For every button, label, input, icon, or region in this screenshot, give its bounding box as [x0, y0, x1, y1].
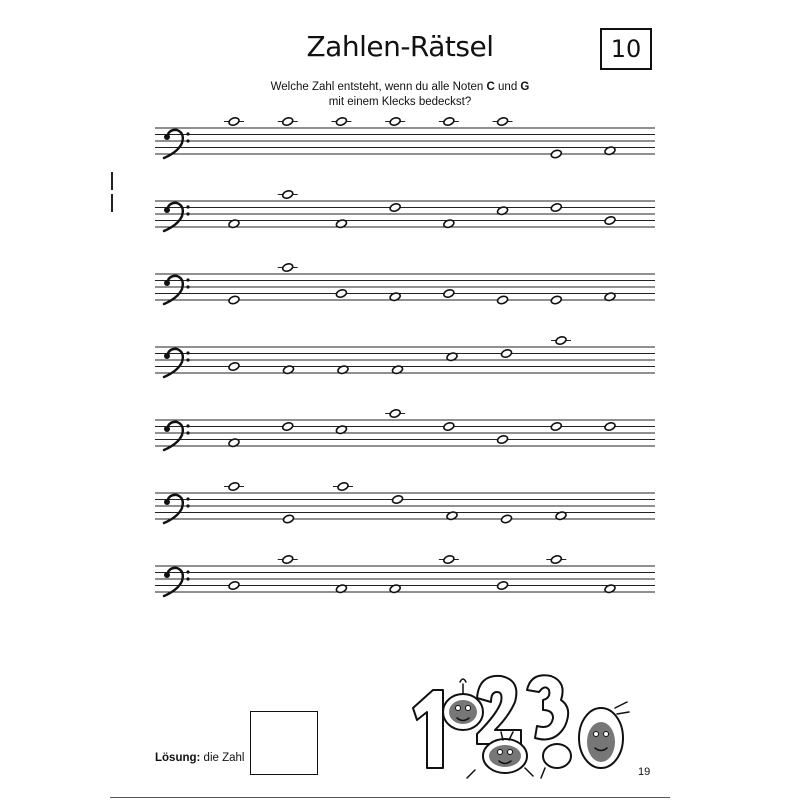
whole-note: [228, 117, 240, 127]
bass-clef-head: [164, 134, 170, 140]
whole-note: [228, 581, 240, 591]
whole-note: [389, 117, 401, 127]
bass-clef-head: [164, 280, 170, 286]
staff: [155, 336, 655, 377]
whole-note: [443, 289, 455, 299]
whole-note: [500, 349, 512, 359]
whole-note: [555, 336, 567, 346]
whole-note: [282, 514, 294, 524]
bass-clef-dot: [186, 351, 189, 354]
whole-note: [443, 555, 455, 565]
bass-clef-dot: [186, 504, 189, 507]
page-number: 19: [638, 766, 651, 778]
bass-clef-dot: [186, 139, 189, 142]
whole-note: [335, 289, 347, 299]
whole-note: [389, 409, 401, 419]
solution-label-bold: Lösung:: [155, 752, 201, 764]
bass-clef-dot: [186, 285, 189, 288]
bass-clef-dot: [186, 212, 189, 215]
whole-note: [337, 482, 349, 492]
whole-note: [282, 422, 294, 432]
whole-note: [500, 514, 512, 524]
bass-clef-dot: [186, 570, 189, 573]
staff: [155, 117, 655, 159]
whole-note: [550, 295, 562, 305]
instruction-line1: Welche Zahl entsteht, wenn du alle Noten: [270, 81, 487, 93]
staff: [155, 482, 655, 524]
answer-box[interactable]: [250, 711, 318, 775]
whole-note: [550, 149, 562, 159]
whole-note: [228, 295, 240, 305]
whole-note: [497, 295, 509, 305]
staff: [155, 409, 655, 450]
whole-note: [391, 495, 403, 505]
whole-note: [335, 117, 347, 127]
whole-note: [550, 203, 562, 213]
bass-clef-head: [164, 426, 170, 432]
bass-clef-dot: [186, 497, 189, 500]
whole-note: [282, 263, 294, 273]
bass-clef-head: [164, 353, 170, 359]
whole-note: [282, 190, 294, 200]
bass-clef-dot: [186, 205, 189, 208]
instruction-line2: mit einem Klecks bedeckst?: [328, 96, 472, 108]
whole-note: [550, 422, 562, 432]
bass-clef-dot: [186, 132, 189, 135]
exercise-number: 10: [610, 35, 642, 63]
instruction-and: und: [494, 81, 521, 93]
whole-note: [443, 117, 455, 127]
whole-note: [228, 482, 240, 492]
bass-clef-head: [164, 572, 170, 578]
whole-note: [228, 362, 240, 372]
note-c-label: C: [486, 81, 495, 93]
whole-note: [497, 117, 509, 127]
bass-clef-dot: [186, 424, 189, 427]
staff: [155, 555, 655, 596]
bass-clef-head: [164, 499, 170, 505]
whole-note: [550, 555, 562, 565]
solution-label: [155, 752, 244, 764]
whole-note: [497, 581, 509, 591]
note-g-label: G: [520, 81, 530, 93]
bass-clef-dot: [186, 431, 189, 434]
staff: [155, 263, 655, 305]
whole-note: [282, 117, 294, 127]
bass-clef-dot: [186, 358, 189, 361]
bottom-rule: [110, 797, 670, 798]
solution-label-rest: die Zahl: [200, 752, 245, 764]
bass-clef-head: [164, 207, 170, 213]
staff: [155, 190, 655, 231]
whole-note: [497, 435, 509, 445]
whole-note: [389, 203, 401, 213]
dancing-numbers-icon: [405, 668, 635, 780]
whole-note: [604, 216, 616, 226]
bass-clef-dot: [186, 577, 189, 580]
whole-note: [604, 422, 616, 432]
whole-note: [282, 555, 294, 565]
whole-note: [443, 422, 455, 432]
bass-clef-dot: [186, 278, 189, 281]
page-title: Zahlen-Rätsel: [306, 30, 494, 63]
